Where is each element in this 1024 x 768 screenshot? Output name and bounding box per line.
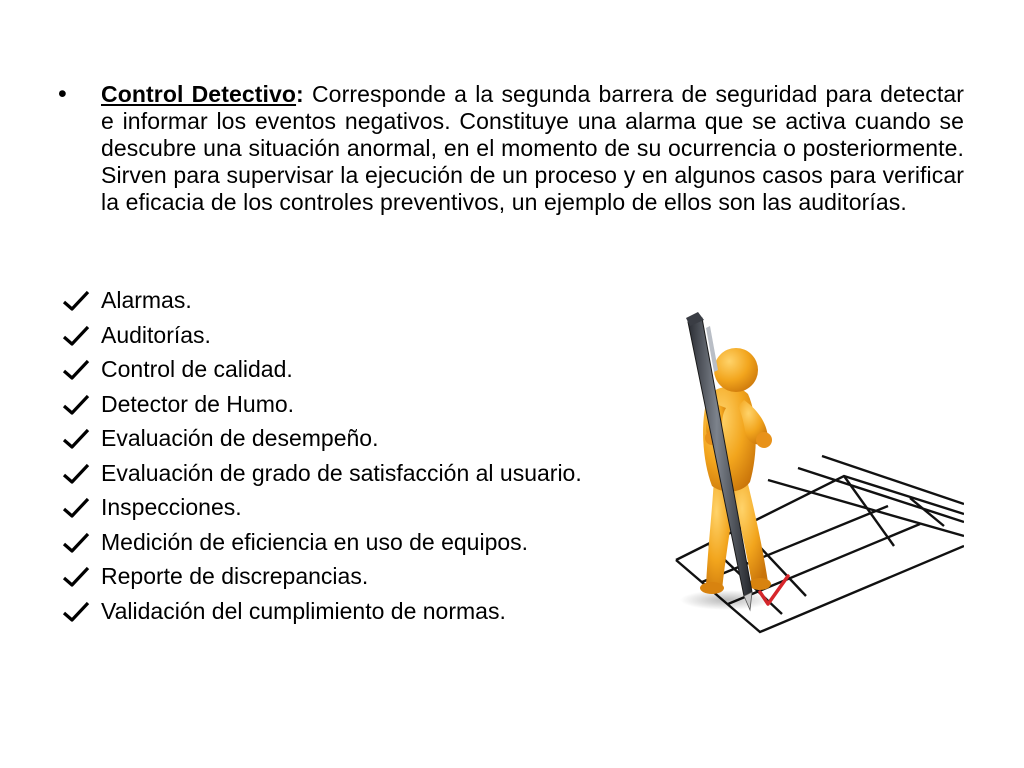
bullet-dot: • xyxy=(58,80,67,108)
checkmark-icon xyxy=(62,394,90,416)
list-item xyxy=(62,352,582,387)
list-item xyxy=(62,525,582,560)
list-item-label: Alarmas. xyxy=(101,287,192,313)
checkmark-icon xyxy=(62,428,90,450)
checkmark-icon xyxy=(62,463,90,485)
checkmark-icon xyxy=(62,290,90,312)
list-item-label: Validación del cumplimiento de normas. xyxy=(101,597,506,624)
intro-text xyxy=(101,81,964,216)
term-heading: Control Detectivo xyxy=(101,81,297,107)
list-item xyxy=(62,594,582,629)
checkmark-icon xyxy=(62,497,90,519)
list-item-label: Detector de Humo. xyxy=(101,390,295,417)
list-item-label: Control de calidad. xyxy=(101,356,293,382)
checklist-figure-illustration xyxy=(648,300,964,684)
term-description: Corresponde a la segunda barrera de seguridad para detectar e informar los eventos negativos. Constituye una alarma que se activa cuando se descubre una situación anormal, en el momento de su ocurrencia o posteriormente. Sirven para supervisar la ejecución de un proceso y en algunos casos para verificar la eficacia de los controles preventivos, un ejemplo de ellos son las auditorías. xyxy=(101,81,964,215)
list-item-label: Auditorías. xyxy=(101,321,211,348)
checkmark-icon xyxy=(62,359,90,381)
list-item-label: Inspecciones. xyxy=(101,494,242,520)
checkmark-icon xyxy=(62,325,90,347)
intro-paragraph xyxy=(58,81,964,216)
list-item xyxy=(62,283,582,318)
checkmark-icon xyxy=(62,601,90,623)
checkmark-icon xyxy=(62,566,90,588)
list-item-label: Evaluación de desempeño. xyxy=(101,425,379,451)
list-item xyxy=(62,559,582,594)
checkmark-icon xyxy=(62,532,90,554)
list-item-label: Medición de eficiencia en uso de equipos. xyxy=(101,528,529,555)
list-item xyxy=(62,421,582,456)
list-item xyxy=(62,318,582,353)
list-item xyxy=(62,490,582,525)
list-item-label: Evaluación de grado de satisfacción al usuario. xyxy=(101,459,582,486)
list-item xyxy=(62,456,582,491)
term-colon: : xyxy=(296,81,304,107)
list-item xyxy=(62,387,582,422)
checklist xyxy=(62,283,582,628)
list-item-label: Reporte de discrepancias. xyxy=(101,563,369,589)
